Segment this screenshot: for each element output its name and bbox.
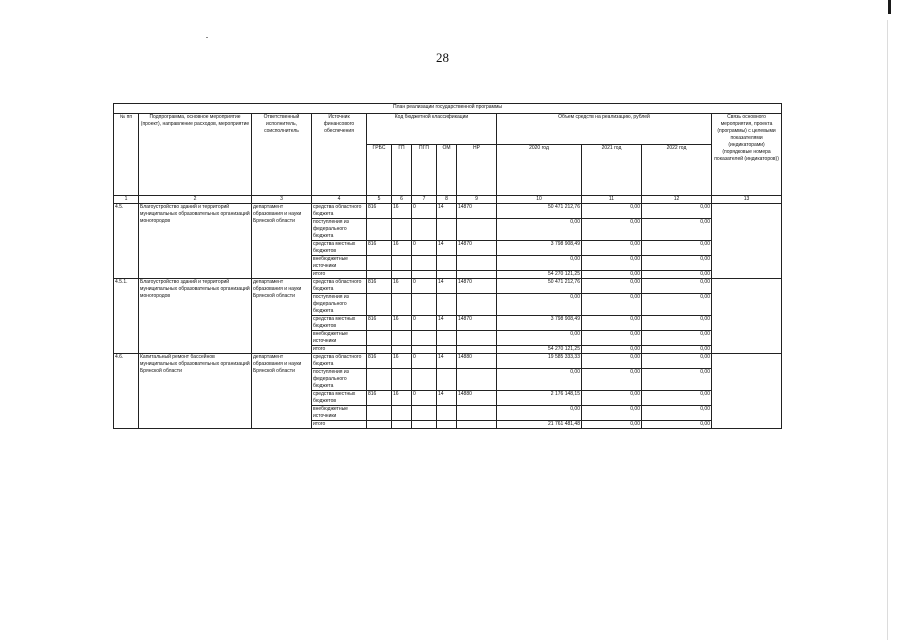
scan-edge-line [887, 20, 888, 640]
table-row [114, 279, 782, 294]
row-source: средства областного бюджета [312, 204, 367, 219]
table-row [114, 204, 782, 219]
row-2020: 0,00 [497, 331, 582, 346]
row-nr: 14870 [457, 204, 497, 219]
row-grbs [367, 271, 392, 279]
row-gp [392, 256, 412, 271]
row-grbs [367, 219, 392, 241]
row-nr: 14870 [457, 241, 497, 256]
header-volume: Объем средств на реализацию, рублей [497, 114, 712, 145]
row-2021: 0,00 [582, 204, 642, 219]
row-2020: 2 176 148,15 [497, 391, 582, 406]
col-number: 3 [252, 196, 312, 204]
row-source: поступления из федерального бюджета [312, 369, 367, 391]
row-nr [457, 331, 497, 346]
row-om: 14 [437, 316, 457, 331]
row-number: 4.5. [114, 204, 139, 279]
row-responsible: департамент образования и науки Брянской области [252, 204, 312, 279]
col-number: 2 [139, 196, 252, 204]
row-source: внебюджетные источники [312, 406, 367, 421]
row-source: средства местных бюджетов [312, 391, 367, 406]
row-number: 4.5.1. [114, 279, 139, 354]
row-2022: 0,00 [642, 391, 712, 406]
row-source: средства областного бюджета [312, 354, 367, 369]
header-num: № пп [114, 114, 139, 196]
row-link [712, 279, 782, 354]
row-om [437, 369, 457, 391]
col-number: 11 [582, 196, 642, 204]
row-2021: 0,00 [582, 294, 642, 316]
row-2022: 0,00 [642, 219, 712, 241]
row-om: 14 [437, 354, 457, 369]
row-gp: 16 [392, 316, 412, 331]
col-number: 5 [367, 196, 392, 204]
row-nr: 14870 [457, 316, 497, 331]
header-2020: 2020 год [497, 145, 582, 196]
row-responsible: департамент образования и науки Брянской области [252, 354, 312, 429]
row-2020: 0,00 [497, 219, 582, 241]
row-pgp [412, 406, 437, 421]
page-number: 28 [436, 50, 449, 65]
row-nr [457, 219, 497, 241]
table-title: План реализации государственной программы [114, 104, 782, 114]
row-gp [392, 369, 412, 391]
plan-table-wrapper [113, 103, 781, 429]
row-source: поступления из федерального бюджета [312, 219, 367, 241]
row-nr [457, 346, 497, 354]
row-gp [392, 219, 412, 241]
row-nr [457, 294, 497, 316]
col-number: 13 [712, 196, 782, 204]
row-link [712, 354, 782, 429]
row-grbs: 816 [367, 391, 392, 406]
col-number: 6 [392, 196, 412, 204]
row-2020: 0,00 [497, 369, 582, 391]
row-2022: 0,00 [642, 331, 712, 346]
row-subprogram-name: Благоустройство зданий и территорий муниципальных образовательных организаций моногородов [139, 279, 252, 354]
col-number: 1 [114, 196, 139, 204]
row-source: итого [312, 421, 367, 429]
row-grbs [367, 369, 392, 391]
row-nr [457, 369, 497, 391]
row-om [437, 406, 457, 421]
row-2022: 0,00 [642, 271, 712, 279]
header-subprogram: Подпрограмма, основное мероприятие (проект), направление расходов, мероприятие [139, 114, 252, 196]
header-gp: ГП [392, 145, 412, 196]
row-source: внебюджетные источники [312, 331, 367, 346]
row-grbs: 816 [367, 279, 392, 294]
row-2022: 0,00 [642, 241, 712, 256]
row-gp: 16 [392, 279, 412, 294]
row-gp: 16 [392, 391, 412, 406]
row-subprogram-name: Капитальный ремонт бассейнов муниципальных образовательных организаций Брянской области [139, 354, 252, 429]
row-grbs [367, 406, 392, 421]
row-nr [457, 406, 497, 421]
header-nr: НР [457, 145, 497, 196]
row-source: средства местных бюджетов [312, 316, 367, 331]
row-om: 14 [437, 241, 457, 256]
row-2021: 0,00 [582, 279, 642, 294]
row-grbs: 816 [367, 204, 392, 219]
row-gp [392, 271, 412, 279]
row-2021: 0,00 [582, 256, 642, 271]
row-pgp [412, 219, 437, 241]
row-2021: 0,00 [582, 241, 642, 256]
row-2020: 0,00 [497, 294, 582, 316]
row-2020: 3 798 908,49 [497, 241, 582, 256]
row-grbs [367, 346, 392, 354]
row-om [437, 346, 457, 354]
header-sources: Источник финансового обеспечения [312, 114, 367, 196]
row-link [712, 204, 782, 279]
column-numbers-row [114, 196, 782, 204]
col-number: 9 [457, 196, 497, 204]
row-2022: 0,00 [642, 279, 712, 294]
row-2020: 54 270 121,25 [497, 271, 582, 279]
row-gp [392, 294, 412, 316]
row-source: внебюджетные источники [312, 256, 367, 271]
plan-table [113, 103, 782, 429]
header-om: ОМ [437, 145, 457, 196]
header-responsible: Ответственный исполнитель, соисполнитель [252, 114, 312, 196]
table-row [114, 354, 782, 369]
row-pgp: 0 [412, 204, 437, 219]
scan-speck [206, 37, 208, 38]
row-2021: 0,00 [582, 421, 642, 429]
row-grbs [367, 256, 392, 271]
row-2020: 0,00 [497, 256, 582, 271]
row-2022: 0,00 [642, 346, 712, 354]
row-pgp [412, 331, 437, 346]
row-nr: 14870 [457, 279, 497, 294]
row-pgp [412, 271, 437, 279]
col-number: 8 [437, 196, 457, 204]
row-number: 4.6. [114, 354, 139, 429]
row-gp [392, 346, 412, 354]
row-subprogram-name: Благоустройство зданий и территорий муниципальных образовательных организаций моногородов [139, 204, 252, 279]
row-gp [392, 421, 412, 429]
row-2020: 21 761 481,48 [497, 421, 582, 429]
row-2020: 19 585 333,33 [497, 354, 582, 369]
row-pgp: 0 [412, 316, 437, 331]
header-2021: 2021 год [582, 145, 642, 196]
row-pgp [412, 294, 437, 316]
row-pgp: 0 [412, 279, 437, 294]
header-grbs: ГРБС [367, 145, 392, 196]
row-2021: 0,00 [582, 219, 642, 241]
row-2020: 50 471 212,76 [497, 204, 582, 219]
row-om [437, 256, 457, 271]
plan-table-body [114, 204, 782, 429]
row-grbs: 816 [367, 354, 392, 369]
col-number: 10 [497, 196, 582, 204]
row-pgp [412, 256, 437, 271]
row-pgp: 0 [412, 354, 437, 369]
row-om [437, 421, 457, 429]
row-2020: 3 798 908,49 [497, 316, 582, 331]
row-2022: 0,00 [642, 421, 712, 429]
header-budget-code: Код бюджетной классификации [367, 114, 497, 145]
row-source: итого [312, 271, 367, 279]
row-gp: 16 [392, 241, 412, 256]
row-gp: 16 [392, 354, 412, 369]
row-2022: 0,00 [642, 354, 712, 369]
row-responsible: департамент образования и науки Брянской области [252, 279, 312, 354]
row-grbs [367, 331, 392, 346]
header-2022: 2022 год [642, 145, 712, 196]
row-nr [457, 256, 497, 271]
row-pgp: 0 [412, 391, 437, 406]
row-om [437, 219, 457, 241]
row-gp [392, 406, 412, 421]
row-2021: 0,00 [582, 391, 642, 406]
header-link: Связь основного мероприятия, проекта (программы) с целевыми показателями (индикаторами) (порядковые номера показателей (индикаторов)) [712, 114, 782, 196]
col-number: 7 [412, 196, 437, 204]
row-2021: 0,00 [582, 354, 642, 369]
row-2021: 0,00 [582, 406, 642, 421]
row-2022: 0,00 [642, 316, 712, 331]
row-grbs: 816 [367, 316, 392, 331]
row-pgp: 0 [412, 241, 437, 256]
row-nr [457, 421, 497, 429]
row-grbs: 816 [367, 241, 392, 256]
row-2022: 0,00 [642, 369, 712, 391]
row-grbs [367, 421, 392, 429]
row-2022: 0,00 [642, 294, 712, 316]
row-source: средства областного бюджета [312, 279, 367, 294]
col-number: 4 [312, 196, 367, 204]
row-om: 14 [437, 279, 457, 294]
scan-edge-mark [888, 0, 891, 14]
header-pgp: ПГП [412, 145, 437, 196]
row-pgp [412, 346, 437, 354]
row-pgp [412, 421, 437, 429]
row-2021: 0,00 [582, 346, 642, 354]
row-om [437, 331, 457, 346]
row-2022: 0,00 [642, 256, 712, 271]
row-2022: 0,00 [642, 406, 712, 421]
row-source: итого [312, 346, 367, 354]
row-2021: 0,00 [582, 331, 642, 346]
row-2020: 54 270 121,25 [497, 346, 582, 354]
row-2021: 0,00 [582, 369, 642, 391]
row-source: средства местных бюджетов [312, 241, 367, 256]
row-gp: 16 [392, 204, 412, 219]
row-nr: 14880 [457, 354, 497, 369]
row-om: 14 [437, 204, 457, 219]
row-pgp [412, 369, 437, 391]
row-nr: 14880 [457, 391, 497, 406]
row-om: 14 [437, 391, 457, 406]
row-2020: 0,00 [497, 406, 582, 421]
col-number: 12 [642, 196, 712, 204]
row-nr [457, 271, 497, 279]
row-2020: 50 471 212,76 [497, 279, 582, 294]
row-om [437, 271, 457, 279]
row-2021: 0,00 [582, 316, 642, 331]
row-source: поступления из федерального бюджета [312, 294, 367, 316]
row-grbs [367, 294, 392, 316]
row-om [437, 294, 457, 316]
row-2021: 0,00 [582, 271, 642, 279]
row-gp [392, 331, 412, 346]
row-2022: 0,00 [642, 204, 712, 219]
